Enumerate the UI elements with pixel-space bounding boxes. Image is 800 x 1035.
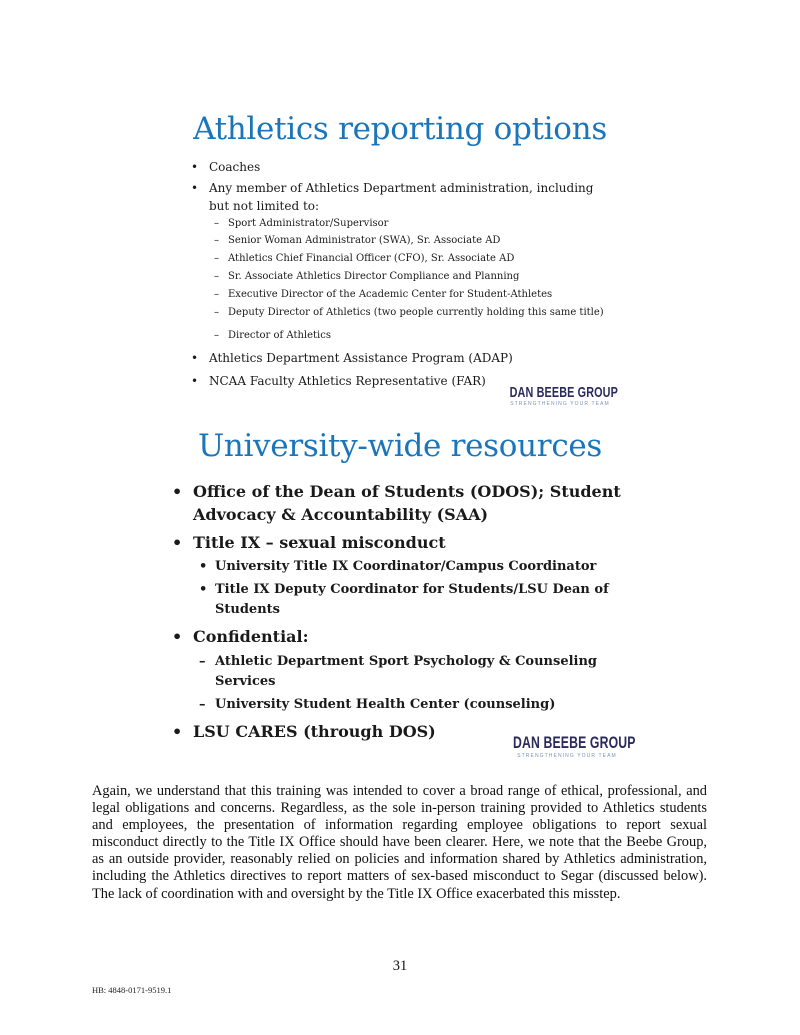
slide1-subitem: – Sport Administrator/Supervisor [228, 216, 388, 232]
slide2-item-odos: • Office of the Dean of Students (ODOS); Student Advocacy & Accountability (SAA) [172, 482, 621, 524]
dan-beebe-group-logo: DAN BEEBE GROUP STRENGTHENING YOUR TEAM [513, 733, 636, 759]
slide1-subitem: – Director of Athletics [228, 328, 331, 344]
document-id: HB: 4848-0171-9519.1 [92, 985, 172, 995]
bullet-icon: • [191, 181, 199, 195]
slide1-subitem: – Senior Woman Administrator (SWA), Sr. Associate AD [228, 233, 500, 249]
slide1-item-far: • NCAA Faculty Athletics Representative (FAR) [191, 374, 486, 388]
slide2-subitem: – Athletic Department Sport Psychology & Counseling Services [199, 654, 598, 689]
dan-beebe-group-logo: DAN BEEBE GROUP STRENGTHENING YOUR TEAM [509, 384, 618, 407]
dash-icon: – [214, 271, 219, 282]
slide2-subitem: – University Student Health Center (counseling) [215, 695, 555, 715]
slide1-subitem: – Executive Director of the Academic Center for Student-Athletes [228, 287, 552, 303]
slide2-subitem: • Title IX Deputy Coordinator for Students/LSU Dean of Students [199, 582, 609, 617]
dash-icon: – [214, 330, 219, 341]
slide2-item-title-ix: • Title IX – sexual misconduct [172, 533, 446, 552]
dash-icon: – [199, 697, 206, 712]
slide2-title: University-wide resources [197, 428, 603, 464]
bullet-icon: • [191, 160, 199, 174]
slide1-subitem: – Deputy Director of Athletics (two people currently holding this same title) [228, 305, 604, 321]
body-paragraph: Again, we understand that this training was intended to cover a broad range of ethical, professional, and legal obligations and concerns. Regardless, as the sole in-person training provided to Athletics students and employees, the presentation of information regarding employee obligations to report sexual misconduct directly to the Title IX Office should have been clearer. Here, we note that the Beebe Group, as an outside provider, reasonably relied on policies and information shared by Athletics administration, including the Athletics directives to report matters of sex-based misconduct to Segar (discussed below). The lack of coordination with and oversight by the Title IX Office exacerbated this misstep. [92, 783, 707, 902]
bullet-icon: • [172, 482, 183, 501]
slide1-item-coaches: • Coaches [191, 160, 261, 174]
bullet-icon: • [172, 533, 183, 552]
slide1-item-adap: • Athletics Department Assistance Program (ADAP) [191, 351, 513, 365]
dash-icon: – [214, 235, 219, 246]
bullet-icon: • [172, 627, 183, 646]
dash-icon: – [214, 253, 219, 264]
slide2-subitem: • University Title IX Coordinator/Campus Coordinator [215, 557, 596, 577]
bullet-icon: • [172, 722, 183, 741]
page-number: 31 [392, 958, 408, 974]
slide2-item-lsu-cares: • LSU CARES (through DOS) [172, 722, 436, 741]
slide1-title: Athletics reporting options [193, 111, 607, 147]
bullet-icon: • [199, 559, 208, 574]
bullet-icon: • [191, 374, 199, 388]
slide1-subitem: – Athletics Chief Financial Officer (CFO), Sr. Associate AD [228, 251, 514, 267]
bullet-icon: • [199, 582, 208, 597]
slide1-item-admin: • Any member of Athletics Department administration, including but not limited to: [191, 181, 594, 213]
dash-icon: – [214, 307, 219, 318]
dash-icon: – [214, 289, 219, 300]
dash-icon: – [199, 654, 206, 669]
bullet-icon: • [191, 351, 199, 365]
dash-icon: – [214, 218, 219, 229]
slide2-item-confidential: • Confidential: [172, 627, 309, 646]
slide1-subitem: – Sr. Associate Athletics Director Compliance and Planning [228, 269, 519, 285]
